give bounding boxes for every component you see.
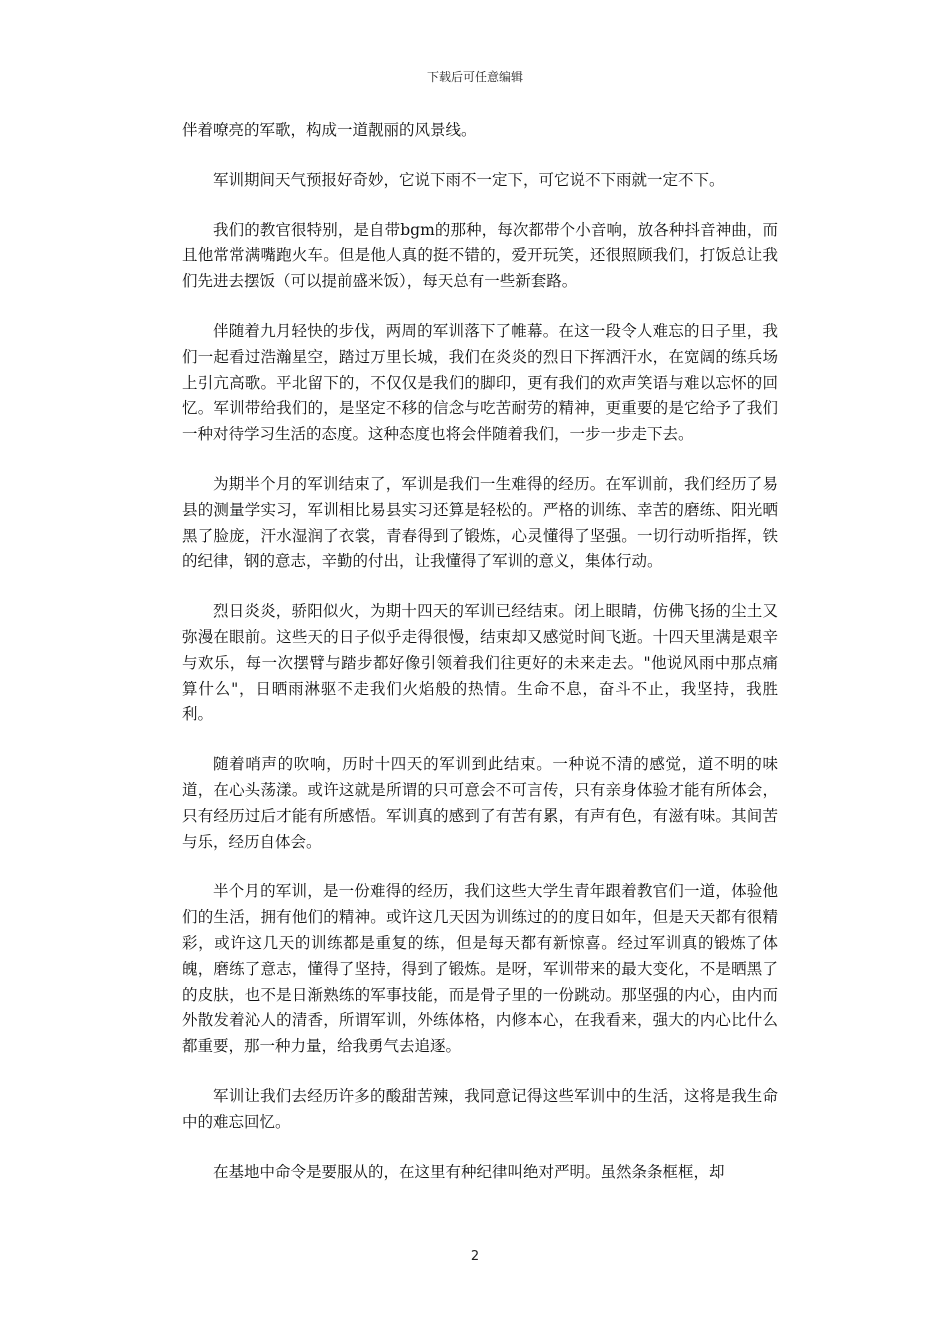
paragraph-continuation: 伴着嘹亮的军歌，构成一道靓丽的风景线。 xyxy=(182,121,477,139)
paragraph: 半个月的军训，是一份难得的经历，我们这些大学生青年跟着教官们一道，体验他们的生活，拥有他们的精神。或许这几天因为训练过的的度日如年，但是天天都有很精彩，或许这几天的训练都是重复的练，但是每天都有新惊喜。经过军训真的锻炼了体魄，磨练了意志，懂得了坚持，得到了锻炼。是呀，军训带来的最大变化，不是晒黑了的皮肤，也不是日渐熟练的军事技能，而是骨子里的一份跳动。那坚强的内心，由内而外散发着沁人的清香，所谓军训，外练体格，内修本心，在我看来，强大的内心比什么都重要，那一种力量，给我勇气去追逐。 xyxy=(182,882,778,1056)
paragraph: 烈日炎炎，骄阳似火，为期十四天的军训已经结束。闭上眼睛，仿佛飞扬的尘土又弥漫在眼前。这些天的日子似乎走得很慢，结束却又感觉时间飞逝。十四天里满是艰辛与欢乐，每一次摆臂与踏步都好像引领着我们往更好的未来走去。"他说风雨中那点痛算什么"，日晒雨淋驱不走我们火焰般的热情。生命不息，奋斗不止，我坚持，我胜利。 xyxy=(182,602,778,724)
paragraph-truncated: 在基地中命令是要服从的，在这里有种纪律叫绝对严明。虽然条条框框，却 xyxy=(213,1162,725,1181)
paragraph: 军训期间天气预报好奇妙，它说下雨不一定下，可它说不下雨就一定不下。 xyxy=(213,170,725,189)
page-number: 2 xyxy=(470,1249,480,1264)
paragraph: 伴随着九月轻快的步伐，两周的军训落下了帷幕。在这一段令人难忘的日子里，我们一起看过浩瀚星空，踏过万里长城，我们在炎炎的烈日下挥洒汗水，在宽阔的练兵场上引亢高歌。平北留下的，不仅仅是我们的脚印，更有我们的欢声笑语与难以忘怀的回忆。军训带给我们的，是坚定不移的信念与吃苦耐劳的精神，更重要的是它给予了我们一种对待学习生活的态度。这种态度也将会伴随着我们，一步一步走下去。 xyxy=(182,321,778,444)
paragraph: 我们的教官很特别，是自带bgm的那种，每次都带个小音响，放各种抖音神曲，而且他常常满嘴跑火车。但是他人真的挺不错的，爱开玩笑，还很照顾我们，打饭总让我们先进去摆饭（可以提前盛米饭），每天总有一些新套路。 xyxy=(182,220,778,291)
paragraph: 随着哨声的吹响，历时十四天的军训到此结束。一种说不清的感觉，道不明的味道，在心头荡漾。或许这就是所谓的只可意会不可言传，只有亲身体验才能有所体会，只有经历过后才能有所感悟。军训真的感到了有苦有累，有声有色，有滋有味。其间苦与乐，经历自体会。 xyxy=(182,755,778,851)
page-header: 下载后可任意编辑 xyxy=(426,70,523,84)
document-body xyxy=(182,118,778,1209)
paragraph: 军训让我们去经历许多的酸甜苦辣，我同意记得这些军训中的生活，这将是我生命中的难忘回忆。 xyxy=(182,1086,778,1131)
paragraph: 为期半个月的军训结束了，军训是我们一生难得的经历。在军训前，我们经历了易县的测量学实习，军训相比易县实习还算是轻松的。严格的训练、幸苦的磨练、阳光晒黑了脸庞，汗水湿润了衣裳，青春得到了锻炼，心灵懂得了坚强。一切行动听指挥，铁的纪律，钢的意志，辛勤的付出，让我懂得了军训的意义，集体行动。 xyxy=(182,474,778,571)
